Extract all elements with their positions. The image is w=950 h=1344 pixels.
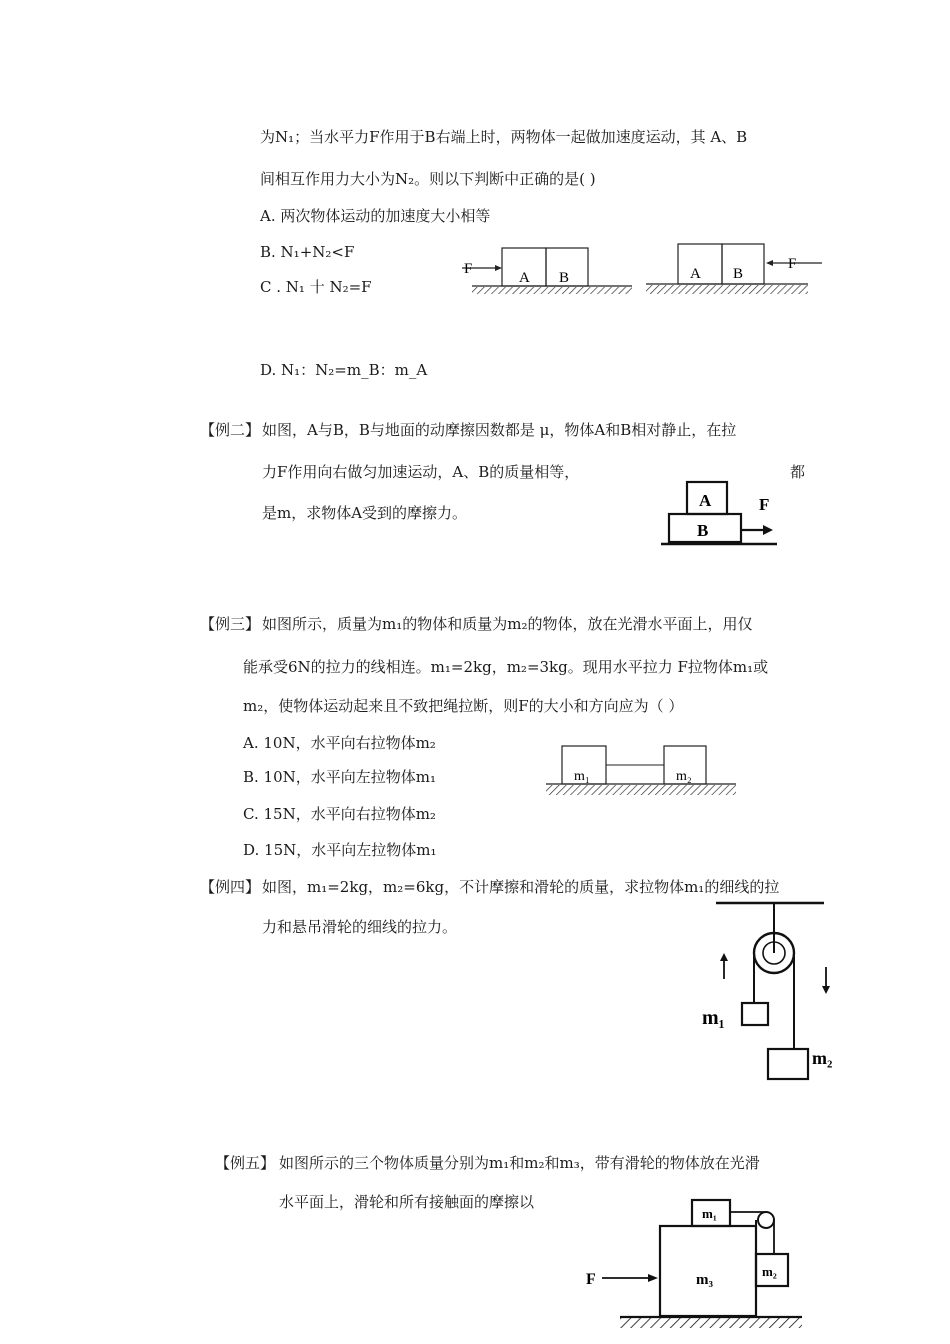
force-arrowhead xyxy=(495,265,502,271)
ex3-option-d: D. 15N，水平向左拉物体m₁ xyxy=(243,841,437,859)
block-m2 xyxy=(768,1049,808,1079)
ex3-option-a: A. 10N，水平向右拉物体m₂ xyxy=(243,734,436,752)
q1-line1: 为N₁；当水平力F作用于B右端上时，两物体一起做加速度运动，其 A、B xyxy=(260,128,748,146)
ex3-figure xyxy=(540,740,740,802)
block-m1-label: m₁ xyxy=(702,1206,717,1221)
up-arrowhead xyxy=(720,953,728,961)
q1-line2: 间相互作用力大小为N₂。则以下判断中正确的是( ) xyxy=(260,170,596,188)
block-a-label: A xyxy=(699,491,712,510)
block-b-label: B xyxy=(559,270,570,286)
ex2-line1: 如图，A与B，B与地面的动摩擦因数都是 μ，物体A和B相对静止，在拉 xyxy=(262,421,737,439)
block-a-label: A xyxy=(519,270,530,286)
ex4-pulley-figure xyxy=(690,895,850,1085)
ex5-line1: 如图所示的三个物体质量分别为m₁和m₂和m₃，带有滑轮的物体放在光滑 xyxy=(279,1154,760,1172)
q1-option-d: D. N₁：N₂=m_B：m_A xyxy=(260,361,428,379)
pulley-icon xyxy=(758,1212,774,1228)
force-label: F xyxy=(788,256,797,272)
q1-figure-push-left xyxy=(460,240,640,302)
block-m2-label: m₂ xyxy=(676,769,692,784)
q1-figure-push-right xyxy=(640,240,830,302)
ex2-figure xyxy=(655,478,790,550)
ground-hatch xyxy=(546,785,736,795)
force-label: F xyxy=(586,1271,596,1288)
block-m1-label: m₁ xyxy=(702,1007,725,1029)
force-label: F xyxy=(464,261,473,277)
block-a-label: A xyxy=(690,266,701,282)
ex3-option-c: C. 15N，水平向右拉物体m₂ xyxy=(243,805,436,823)
ex3-line3: m₂，使物体运动起来且不致把绳拉断，则F的大小和方向应为（ ） xyxy=(243,697,684,715)
ex4-line1: 如图，m₁=2kg，m₂=6kg，不计摩擦和滑轮的质量，求拉物体m₁的细线的拉 xyxy=(262,878,780,896)
ex3-line2: 能承受6N的拉力的线相连。m₁=2kg，m₂=3kg。现用水平拉力 F拉物体m₁或 xyxy=(243,658,769,676)
block-m3 xyxy=(660,1226,756,1316)
ex3-line1: 如图所示，质量为m₁的物体和质量为m₂的物体，放在光滑水平面上，用仅 xyxy=(262,615,753,633)
q1-option-a: A. 两次物体运动的加速度大小相等 xyxy=(260,207,491,225)
block-m2-label: m₂ xyxy=(762,1264,777,1279)
ex5-tag: 【例五】 xyxy=(215,1154,276,1172)
ex5-figure xyxy=(580,1190,810,1340)
ground-hatch xyxy=(620,1318,802,1328)
ex3-tag: 【例三】 xyxy=(200,615,261,633)
force-arrowhead xyxy=(763,525,773,535)
force-label: F xyxy=(759,495,770,514)
ex5-line2: 水平面上，滑轮和所有接触面的摩擦以 xyxy=(279,1193,535,1211)
block-b-label: B xyxy=(697,521,709,540)
ground-hatch xyxy=(646,285,808,294)
block-m1-label: m₁ xyxy=(574,769,590,784)
ex4-tag: 【例四】 xyxy=(200,878,261,896)
ex2-line2-tail: 都 xyxy=(790,463,806,481)
ex3-option-b: B. 10N，水平向左拉物体m₁ xyxy=(243,768,437,786)
block-m1 xyxy=(742,1003,768,1025)
block-m3-label: m₃ xyxy=(696,1272,713,1288)
q1-option-c: C . N₁ 十 N₂=F xyxy=(260,278,372,296)
ground-hatch xyxy=(472,287,632,294)
force-arrowhead xyxy=(766,260,773,266)
block-b-label: B xyxy=(733,266,744,282)
force-arrowhead xyxy=(648,1274,658,1282)
ex2-line3: 是m，求物体A受到的摩擦力。 xyxy=(262,504,468,522)
down-arrowhead xyxy=(822,986,830,994)
ex2-tag: 【例二】 xyxy=(200,421,261,439)
ex4-line2: 力和悬吊滑轮的细线的拉力。 xyxy=(262,918,458,936)
ex2-line2: 力F作用向右做匀加速运动，A、B的质量相等， xyxy=(262,463,580,481)
block-m2-label: m₂ xyxy=(812,1048,833,1068)
q1-option-b: B. N₁+N₂<F xyxy=(260,243,355,261)
